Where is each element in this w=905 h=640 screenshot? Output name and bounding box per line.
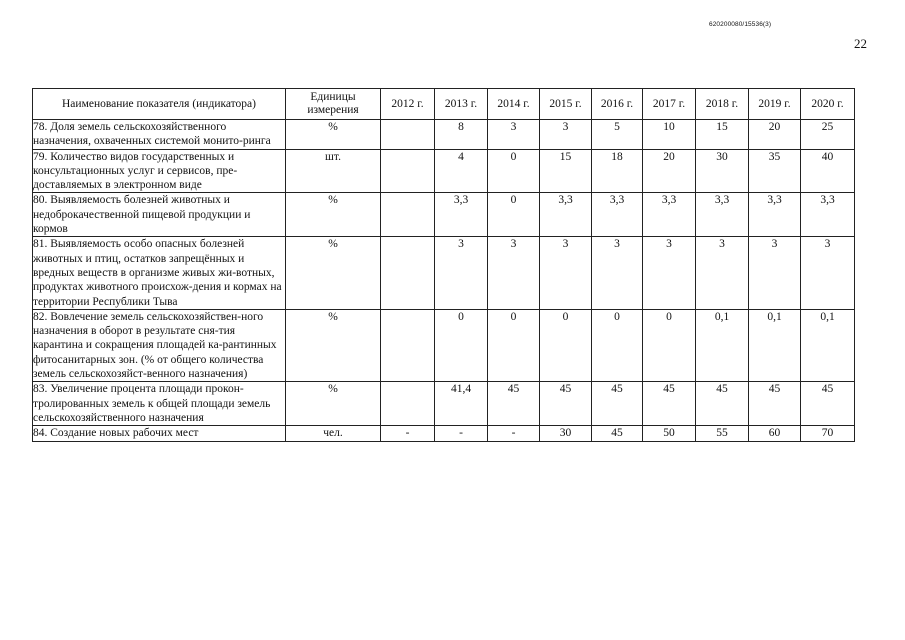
table-row bbox=[33, 382, 855, 426]
column-header-year: 2013 г. bbox=[435, 89, 488, 120]
indicator-unit: % bbox=[286, 237, 381, 309]
indicator-value bbox=[381, 237, 435, 309]
indicator-value: 30 bbox=[540, 426, 592, 441]
indicator-value: 45 bbox=[696, 382, 749, 426]
indicator-value: 45 bbox=[749, 382, 801, 426]
table-header-row bbox=[33, 89, 855, 120]
indicator-value bbox=[381, 382, 435, 426]
indicator-value: 20 bbox=[749, 120, 801, 150]
indicator-value: 3,3 bbox=[696, 193, 749, 237]
indicator-unit: % bbox=[286, 309, 381, 381]
indicator-value: 3,3 bbox=[435, 193, 488, 237]
column-header-year: 2016 г. bbox=[592, 89, 643, 120]
column-header-year: 2012 г. bbox=[381, 89, 435, 120]
indicator-value: - bbox=[381, 426, 435, 441]
column-header-unit: Единицы измерения bbox=[286, 89, 381, 120]
indicator-value: 55 bbox=[696, 426, 749, 441]
indicator-name: 79. Количество видов государственных и консультационных услуг и сервисов, пре-доставляемых в электронном виде bbox=[33, 149, 286, 193]
column-header-year: 2015 г. bbox=[540, 89, 592, 120]
indicator-value: 10 bbox=[643, 120, 696, 150]
indicator-value: 3,3 bbox=[540, 193, 592, 237]
indicator-value: - bbox=[488, 426, 540, 441]
indicator-value: 15 bbox=[696, 120, 749, 150]
indicator-value: 3 bbox=[435, 237, 488, 309]
indicator-value: 3 bbox=[540, 237, 592, 309]
indicator-value bbox=[381, 149, 435, 193]
indicator-value: 45 bbox=[592, 426, 643, 441]
table-row bbox=[33, 193, 855, 237]
indicator-value: 0 bbox=[488, 149, 540, 193]
indicator-name: 82. Вовлечение земель сельскохозяйствен-ного назначения в оборот в результате сня-тия карантина и сокращения площадей ка-рантинных фитосанитарных зон. (% от общего количества земель сельскохозяйст-венного назначения) bbox=[33, 309, 286, 381]
indicator-value: 0 bbox=[643, 309, 696, 381]
indicator-value: 0 bbox=[488, 193, 540, 237]
table-row bbox=[33, 237, 855, 309]
indicator-value: 40 bbox=[801, 149, 855, 193]
indicator-value: 35 bbox=[749, 149, 801, 193]
indicator-unit: % bbox=[286, 382, 381, 426]
indicator-value: 0 bbox=[540, 309, 592, 381]
column-header-year: 2017 г. bbox=[643, 89, 696, 120]
table-row bbox=[33, 120, 855, 150]
indicator-value: 50 bbox=[643, 426, 696, 441]
column-header-year: 2014 г. bbox=[488, 89, 540, 120]
indicator-value: - bbox=[435, 426, 488, 441]
indicator-value: 45 bbox=[592, 382, 643, 426]
indicator-value: 30 bbox=[696, 149, 749, 193]
indicator-value: 3 bbox=[801, 237, 855, 309]
indicator-unit: шт. bbox=[286, 149, 381, 193]
indicator-value: 0 bbox=[488, 309, 540, 381]
indicator-unit: чел. bbox=[286, 426, 381, 441]
indicator-name: 78. Доля земель сельскохозяйственного назначения, охваченных системой монито-ринга bbox=[33, 120, 286, 150]
indicator-value: 41,4 bbox=[435, 382, 488, 426]
column-header-name: Наименование показателя (индикатора) bbox=[33, 89, 286, 120]
indicator-value: 60 bbox=[749, 426, 801, 441]
indicator-value: 3,3 bbox=[643, 193, 696, 237]
indicator-name: 81. Выявляемость особо опасных болезней животных и птиц, остатков запрещённых и вредных веществ в организме живых жи-вотных, продуктах животного происхож-дения и кормах на территории Республики Тыва bbox=[33, 237, 286, 309]
indicator-value: 3 bbox=[643, 237, 696, 309]
indicator-value: 3,3 bbox=[749, 193, 801, 237]
indicator-name: 80. Выявляемость болезней животных и недоброкачественной пищевой продукции и кормов bbox=[33, 193, 286, 237]
table-body bbox=[33, 120, 855, 442]
indicator-value: 4 bbox=[435, 149, 488, 193]
indicator-value: 20 bbox=[643, 149, 696, 193]
indicator-value bbox=[381, 193, 435, 237]
indicator-value: 3 bbox=[488, 120, 540, 150]
indicator-value: 0 bbox=[435, 309, 488, 381]
indicator-value: 45 bbox=[643, 382, 696, 426]
indicator-value: 45 bbox=[801, 382, 855, 426]
indicator-value: 0,1 bbox=[801, 309, 855, 381]
indicator-value: 45 bbox=[488, 382, 540, 426]
page-number: 22 bbox=[854, 36, 867, 51]
indicator-value: 45 bbox=[540, 382, 592, 426]
indicators-table bbox=[32, 88, 855, 442]
indicator-value: 3,3 bbox=[801, 193, 855, 237]
indicator-value: 18 bbox=[592, 149, 643, 193]
indicator-value bbox=[381, 309, 435, 381]
indicator-value: 0,1 bbox=[749, 309, 801, 381]
indicator-unit: % bbox=[286, 193, 381, 237]
table-row bbox=[33, 149, 855, 193]
indicator-value: 3 bbox=[696, 237, 749, 309]
indicator-value: 8 bbox=[435, 120, 488, 150]
indicator-value: 3 bbox=[592, 237, 643, 309]
indicator-value bbox=[381, 120, 435, 150]
indicator-unit: % bbox=[286, 120, 381, 150]
indicator-value: 15 bbox=[540, 149, 592, 193]
indicator-value: 5 bbox=[592, 120, 643, 150]
table-row bbox=[33, 309, 855, 381]
document-code: 620200080/15536(3) bbox=[709, 21, 772, 28]
indicator-name: 83. Увеличение процента площади прокон-тролированных земель к общей площади земель сельскохозяйственного назначения bbox=[33, 382, 286, 426]
indicator-value: 70 bbox=[801, 426, 855, 441]
indicator-value: 3 bbox=[749, 237, 801, 309]
column-header-year: 2020 г. bbox=[801, 89, 855, 120]
table-row bbox=[33, 426, 855, 441]
indicator-name: 84. Создание новых рабочих мест bbox=[33, 426, 286, 441]
indicator-value: 3 bbox=[488, 237, 540, 309]
indicator-value: 25 bbox=[801, 120, 855, 150]
column-header-year: 2018 г. bbox=[696, 89, 749, 120]
indicator-value: 0 bbox=[592, 309, 643, 381]
column-header-year: 2019 г. bbox=[749, 89, 801, 120]
indicator-value: 3,3 bbox=[592, 193, 643, 237]
indicator-value: 0,1 bbox=[696, 309, 749, 381]
indicator-value: 3 bbox=[540, 120, 592, 150]
